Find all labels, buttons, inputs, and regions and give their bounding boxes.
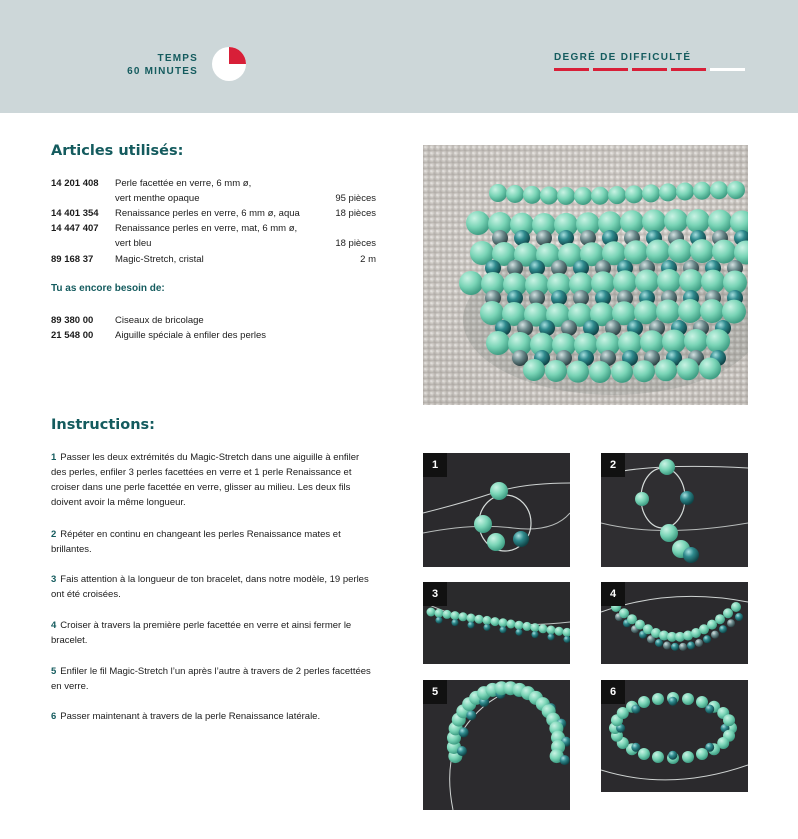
bead: [515, 621, 524, 630]
article-desc: Aiguille spéciale à enfiler des perles: [115, 330, 267, 341]
bead: [723, 608, 733, 618]
instruction-step: [51, 527, 371, 557]
bead: [679, 269, 703, 293]
bead: [540, 187, 558, 205]
bead: [547, 626, 556, 635]
bead: [491, 617, 500, 626]
bead: [708, 210, 732, 234]
bead: [678, 299, 702, 323]
bead: [642, 184, 660, 202]
bead: [635, 269, 659, 293]
bead: [523, 359, 545, 381]
article-row: [51, 221, 376, 251]
bead: [513, 531, 529, 547]
bead: [545, 360, 567, 382]
instruction-step: [51, 618, 371, 648]
article-code: 14 447 407: [51, 223, 99, 234]
step-photo-5: [423, 680, 570, 810]
step-badge: 2: [601, 453, 625, 477]
bead: [727, 181, 745, 199]
instruction-step: [51, 709, 371, 724]
bead: [591, 187, 609, 205]
bead: [466, 710, 476, 720]
bead: [662, 329, 686, 353]
bead: [687, 642, 695, 650]
bead: [531, 623, 540, 632]
bead: [668, 751, 677, 760]
bead: [574, 187, 592, 205]
bead: [659, 459, 675, 475]
step-text: Croiser à travers la première perle facettée en verre et ainsi fermer le bracelet.: [51, 620, 352, 646]
bead: [699, 357, 721, 379]
bead: [459, 727, 469, 737]
article-qty: 2 m: [360, 254, 376, 265]
article-desc: Renaissance perles en verre, mat, 6 mm ø, vert bleu: [115, 223, 298, 249]
article-code: 89 380 00: [51, 315, 94, 326]
bead: [652, 693, 664, 705]
step-badge: 3: [423, 582, 447, 606]
bead: [523, 186, 541, 204]
difficulty-bar: [554, 68, 589, 71]
step-text: Passer maintenant à travers de la perle Renaissance latérale.: [60, 711, 321, 722]
bead: [506, 185, 524, 203]
bead: [712, 240, 736, 264]
bead: [711, 631, 719, 639]
bead: [735, 613, 743, 621]
bead: [625, 185, 643, 203]
bead: [710, 181, 728, 199]
bead: [671, 643, 679, 651]
bead: [548, 634, 555, 641]
bead: [731, 602, 741, 612]
bead: [696, 748, 708, 760]
article-row: [51, 176, 376, 206]
difficulty-bar: [593, 68, 628, 71]
step-photo-2: [601, 453, 748, 567]
bead: [660, 524, 678, 542]
bead: [727, 619, 735, 627]
bead: [668, 239, 692, 263]
time-label: TEMPS: [157, 53, 198, 64]
bead: [683, 547, 699, 563]
instruction-step: [51, 572, 371, 602]
bead: [682, 751, 694, 763]
bead: [642, 209, 666, 233]
instruction-step: [51, 450, 371, 510]
bead: [701, 270, 725, 294]
bead: [668, 697, 677, 706]
bead: [523, 622, 532, 631]
bead: [682, 693, 694, 705]
step-photo-1: [423, 453, 570, 567]
bead: [459, 612, 468, 621]
bead: [474, 515, 492, 533]
bead: [676, 182, 694, 200]
bracelet-photo: [423, 145, 748, 405]
step-text: Passer les deux extrémités du Magic-Stretch dans une aiguille à enfiler des perles, enfiler 3 perles facettées en verre et 1 perle Renaissance et croiser dans une perle facettée en verre, glisser au milieu. Les deux fils doivent avoir la même longueur.: [51, 452, 360, 508]
bead: [703, 635, 711, 643]
bead: [507, 620, 516, 629]
header-bar: [0, 0, 798, 113]
bead: [638, 748, 650, 760]
clock-slice: [229, 47, 246, 64]
bead: [631, 705, 640, 714]
difficulty-bar: [710, 68, 745, 71]
step-photo-3: [423, 582, 570, 664]
bead: [468, 622, 475, 629]
bead: [696, 696, 708, 708]
bead: [619, 608, 629, 618]
bead: [684, 329, 708, 353]
bead: [690, 239, 714, 263]
article-desc: Renaissance perles en verre, 6 mm ø, aqua: [115, 208, 300, 219]
bead: [722, 300, 746, 324]
bead: [490, 482, 508, 500]
bead: [659, 183, 677, 201]
step-number: 5: [51, 666, 57, 677]
bead: [435, 609, 444, 618]
bead: [427, 608, 436, 617]
bead: [486, 331, 510, 355]
bead: [631, 743, 640, 752]
article-code: 89 168 37: [51, 254, 94, 265]
bead: [487, 533, 505, 551]
step-badge: 5: [423, 680, 447, 704]
bead: [516, 629, 523, 636]
article-desc: Magic-Stretch, cristal: [115, 254, 204, 265]
bead: [656, 299, 680, 323]
article-qty: 95 pièces: [335, 193, 376, 204]
difficulty-label: DEGRÉ DE DIFFICULTÉ: [554, 52, 692, 63]
step-photo-4: [601, 582, 748, 664]
bead: [484, 624, 491, 631]
article-desc: Perle facettée en verre, 6 mm ø, vert menthe opaque: [115, 178, 252, 204]
instruction-step: [51, 664, 371, 694]
bead: [680, 491, 694, 505]
bead: [679, 643, 687, 651]
articles-title: Articles utilisés:: [51, 143, 184, 159]
bead: [657, 269, 681, 293]
difficulty-bar: [632, 68, 667, 71]
step-badge: 4: [601, 582, 625, 606]
step-text: Enfiler le fil Magic-Stretch l’un après l’autre à travers de 2 perles facettées en verre.: [51, 666, 371, 692]
bead: [706, 329, 730, 353]
article-code: 21 548 00: [51, 330, 94, 341]
article-qty: 18 pièces: [335, 208, 376, 219]
article-qty: 18 pièces: [335, 238, 376, 249]
article-desc: Ciseaux de bricolage: [115, 315, 204, 326]
extra-row: [51, 313, 376, 328]
article-row: [51, 206, 376, 221]
time-value: 60 MINUTES: [127, 66, 198, 77]
bead: [443, 610, 452, 619]
bead: [635, 492, 649, 506]
bead: [467, 614, 476, 623]
bead: [638, 696, 650, 708]
step-badge: 6: [601, 680, 625, 704]
bead: [705, 705, 714, 714]
instructions-title: Instructions:: [51, 417, 155, 433]
step-badge: 1: [423, 453, 447, 477]
bead: [664, 209, 688, 233]
bead: [677, 358, 699, 380]
bead: [719, 625, 727, 633]
bead: [695, 639, 703, 647]
step-number: 3: [51, 574, 57, 585]
step-photo-6: [601, 680, 748, 792]
bead: [555, 627, 564, 636]
bead: [500, 626, 507, 633]
bead: [539, 624, 548, 633]
article-code: 14 401 354: [51, 208, 99, 219]
step-number: 2: [51, 529, 57, 540]
step-text: Répéter en continu en changeant les perles Renaissance mates et brillantes.: [51, 529, 341, 555]
bead: [532, 631, 539, 638]
bead: [608, 186, 626, 204]
bead: [700, 299, 724, 323]
bead: [451, 611, 460, 620]
bead: [466, 211, 490, 235]
bead: [715, 614, 725, 624]
bead: [567, 361, 589, 383]
bead: [483, 616, 492, 625]
bead: [499, 618, 508, 627]
article-code: 14 201 408: [51, 178, 99, 189]
bead: [633, 360, 655, 382]
bead: [589, 361, 611, 383]
clock-icon: [212, 47, 246, 81]
bead: [646, 239, 670, 263]
bead: [652, 751, 664, 763]
bead: [452, 619, 459, 626]
step-number: 6: [51, 711, 57, 722]
bead: [723, 714, 735, 726]
bead: [459, 271, 483, 295]
bead: [436, 617, 443, 624]
bead: [693, 182, 711, 200]
bead: [457, 746, 467, 756]
bead: [489, 184, 507, 202]
bead: [475, 615, 484, 624]
step-number: 1: [51, 452, 57, 463]
extra-row: [51, 328, 376, 343]
step-text: Fais attention à la longueur de ton bracelet, dans notre modèle, 19 perles ont été croisées.: [51, 574, 369, 600]
step-number: 4: [51, 620, 57, 631]
bead: [655, 359, 677, 381]
bead: [611, 361, 633, 383]
bead: [557, 187, 575, 205]
bead: [655, 639, 663, 647]
article-row: [51, 252, 376, 267]
extra-title: Tu as encore besoin de:: [51, 283, 165, 294]
difficulty-bar: [671, 68, 706, 71]
bead: [560, 755, 570, 765]
bead: [686, 209, 710, 233]
bead: [663, 642, 671, 650]
